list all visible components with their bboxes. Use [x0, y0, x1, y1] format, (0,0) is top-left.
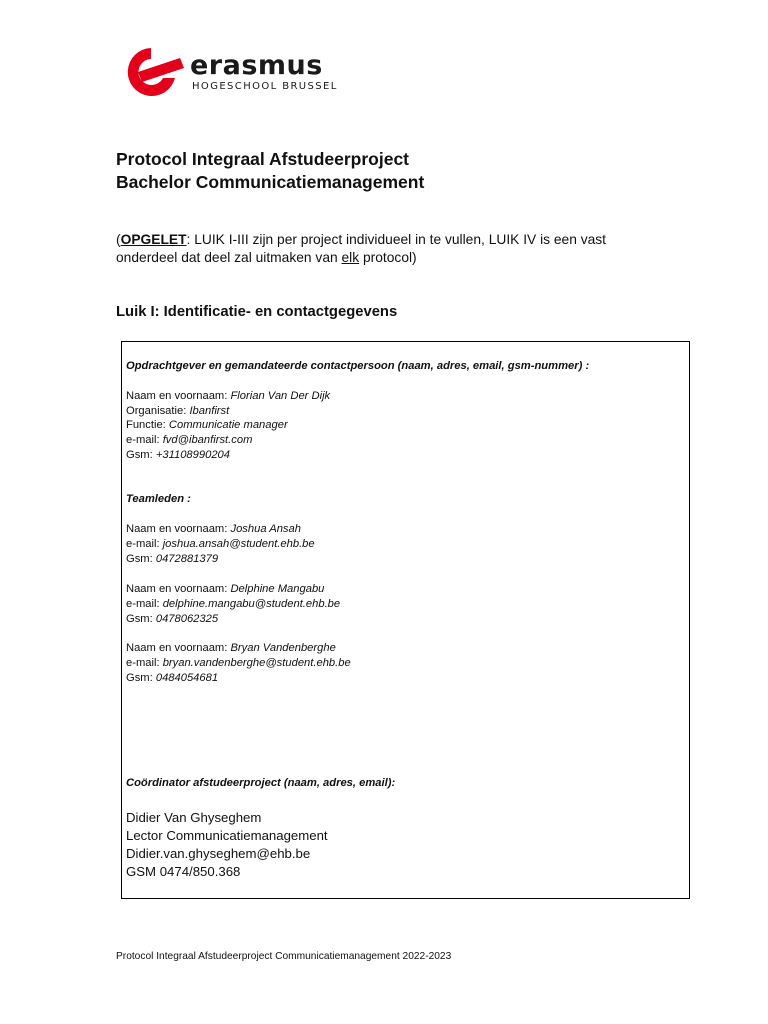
member-gsm: 0484054681	[155, 672, 219, 684]
client-email-label: e-mail:	[126, 434, 163, 446]
client-org-label: Organisatie:	[126, 405, 190, 417]
client-gsm-label: Gsm:	[126, 449, 156, 461]
erasmus-logo	[118, 44, 338, 100]
member-gsm-label: Gsm:	[126, 672, 156, 684]
client-function: Communicatie manager	[168, 419, 288, 431]
member-3-name-row	[126, 641, 336, 655]
coordinator-line: GSM 0474/850.368	[126, 864, 241, 879]
member-email: delphine.mangabu@student.ehb.be	[162, 598, 341, 610]
member-2-email-row	[126, 597, 340, 611]
member-name: Delphine Mangabu	[230, 583, 325, 595]
client-gsm: +31108990204	[155, 449, 230, 461]
client-name-label: Naam en voornaam:	[126, 390, 231, 402]
member-name: Bryan Vandenberghe	[230, 642, 336, 654]
member-gsm-label: Gsm:	[126, 553, 156, 565]
logo-subtitle: HOGESCHOOL BRUSSEL	[192, 81, 338, 92]
member-3-gsm-row	[126, 671, 218, 685]
client-email: fvd@ibanfirst.com	[162, 434, 253, 446]
notice-warning: OPGELET	[120, 232, 187, 247]
client-email-row	[126, 433, 252, 447]
client-name-row	[126, 389, 330, 403]
member-1-name-row	[126, 522, 301, 536]
member-name-label: Naam en voornaam:	[126, 583, 231, 595]
member-gsm: 0478062325	[155, 613, 219, 625]
member-gsm-label: Gsm:	[126, 613, 156, 625]
member-name: Joshua Ansah	[230, 523, 301, 535]
member-3-email-row	[126, 656, 351, 670]
title-line-2: Bachelor Communicatiemanagement	[116, 172, 425, 192]
client-heading: Opdrachtgever en gemandateerde contactpersoon (naam, adres, email, gsm-nummer) :	[126, 360, 590, 372]
member-gsm: 0472881379	[155, 553, 219, 565]
page-footer: Protocol Integraal Afstudeerproject Communicatiemanagement 2022-2023	[116, 951, 452, 962]
member-email: joshua.ansah@student.ehb.be	[162, 538, 315, 550]
member-email-label: e-mail:	[126, 538, 163, 550]
member-email-label: e-mail:	[126, 598, 163, 610]
coordinator-heading: Coördinator afstudeerproject (naam, adres, email):	[126, 777, 396, 789]
client-function-label: Functie:	[126, 419, 169, 431]
coordinator-line: Lector Communicatiemanagement	[126, 828, 328, 843]
client-gsm-row	[126, 448, 230, 462]
notice-text-a: : LUIK I-III zijn per project individueel in te vullen, LUIK IV is een vast onderdeel dat deel zal uitmaken van	[116, 232, 607, 265]
notice-emphasis: elk	[341, 250, 360, 265]
section-heading: Luik I: Identificatie- en contactgegevens	[116, 304, 398, 320]
member-1-email-row	[126, 537, 315, 551]
client-org: Ibanfirst	[189, 405, 230, 417]
member-name-label: Naam en voornaam:	[126, 642, 231, 654]
client-org-row	[126, 404, 229, 418]
erasmus-logo-icon	[118, 46, 184, 96]
member-2-name-row	[126, 582, 324, 596]
coordinator-line: Didier.van.ghyseghem@ehb.be	[126, 846, 311, 861]
client-name: Florian Van Der Dijk	[230, 390, 331, 402]
member-email-label: e-mail:	[126, 657, 163, 669]
member-1-gsm-row	[126, 552, 218, 566]
team-heading: Teamleden :	[126, 493, 191, 505]
notice-text-b: protocol)	[359, 250, 417, 265]
notice-open-paren: (	[116, 232, 121, 247]
member-2-gsm-row	[126, 612, 218, 626]
member-name-label: Naam en voornaam:	[126, 523, 231, 535]
title-line-1: Protocol Integraal Afstudeerproject	[116, 149, 410, 169]
coordinator-line: Didier Van Ghyseghem	[126, 810, 262, 825]
logo-wordmark: erasmus	[190, 50, 323, 81]
member-email: bryan.vandenberghe@student.ehb.be	[162, 657, 351, 669]
client-function-row	[126, 418, 288, 432]
document-title	[116, 148, 424, 194]
contact-box	[121, 341, 690, 899]
notice-paragraph	[116, 231, 656, 267]
